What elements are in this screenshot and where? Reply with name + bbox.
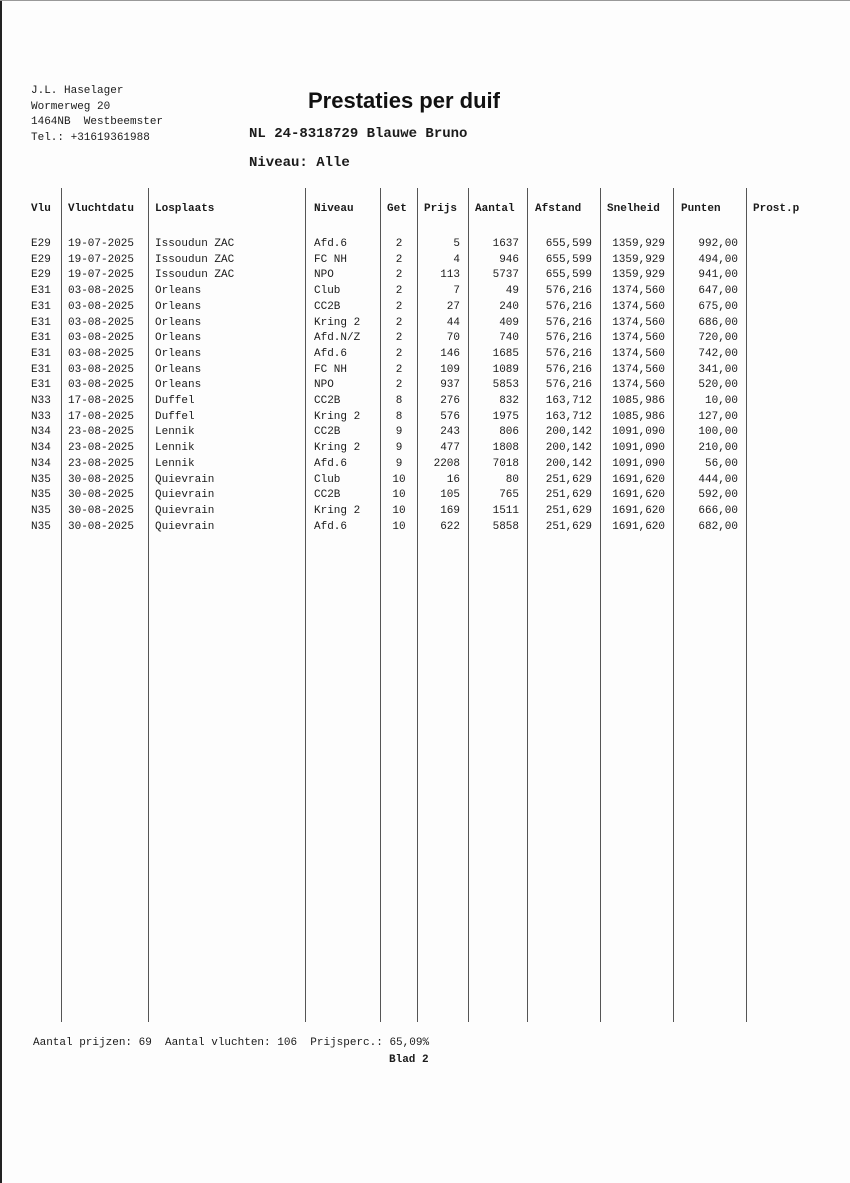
cell-punten: 686,00 [698,316,738,329]
cell-vlu: E31 [31,347,51,360]
cell-afstand: 576,216 [545,379,592,392]
header-prost: Prost.p [753,203,800,215]
sender-address [31,84,163,146]
cell-date: 23-08-2025 [68,457,135,470]
cell-losplaats: Orleans [155,363,202,376]
cell-punten: 210,00 [698,442,738,455]
cell-losplaats: Lennik [155,442,195,455]
column-divider [600,188,601,1022]
cell-aantal: 1975 [492,410,519,423]
cell-snelheid: 1691,620 [612,473,665,486]
cell-get: 10 [392,520,406,533]
cell-niveau: Kring 2 [314,442,361,455]
cell-snelheid: 1091,090 [612,457,665,470]
cell-vlu: N35 [31,520,51,533]
cell-snelheid: 1374,560 [612,332,665,345]
column-divider [746,188,747,1022]
cell-losplaats: Orleans [155,300,202,313]
cell-aantal: 5858 [492,520,519,533]
cell-afstand: 251,629 [545,520,592,533]
cell-vlu: E31 [31,332,51,345]
cell-prijs: 4 [453,253,460,266]
sender-phone: Tel.: +31619361988 [31,131,150,144]
cell-snelheid: 1374,560 [612,347,665,360]
cell-niveau: Club [314,285,341,298]
column-divider [417,188,418,1022]
cell-snelheid: 1085,986 [612,395,665,407]
cell-afstand: 251,629 [545,473,592,486]
cell-snelheid: 1091,090 [612,426,665,439]
cell-losplaats: Issoudun ZAC [155,253,235,266]
cell-aantal: 765 [499,489,519,502]
cell-vlu: N35 [31,473,51,486]
header-punten: Punten [681,203,721,215]
cell-losplaats: Orleans [155,316,202,329]
cell-get: 10 [392,489,406,502]
cell-punten: 682,00 [698,520,738,533]
cell-date: 17-08-2025 [68,395,135,407]
cell-losplaats: Quievrain [155,489,215,502]
cell-date: 30-08-2025 [68,504,135,517]
cell-date: 03-08-2025 [68,363,135,376]
cell-aantal: 806 [499,426,519,439]
cell-prijs: 169 [440,504,460,517]
cell-date: 03-08-2025 [68,347,135,360]
cell-niveau: CC2B [314,300,341,313]
cell-aantal: 832 [499,395,519,407]
cell-niveau: Afd.6 [314,457,348,470]
header-losplaats: Losplaats [155,203,215,215]
cell-aantal: 80 [505,473,519,486]
cell-punten: 742,00 [698,347,738,360]
sender-name: J.L. Haselager [31,85,124,97]
header-snelheid: Snelheid [607,203,660,215]
cell-afstand: 200,142 [545,457,592,470]
cell-punten: 56,00 [704,457,738,470]
cell-losplaats: Duffel [155,395,195,407]
cell-punten: 675,00 [698,300,738,313]
cell-get: 2 [395,285,403,298]
cell-losplaats: Issoudun ZAC [155,269,235,282]
cell-prijs: 113 [440,269,460,282]
cell-niveau: FC NH [314,253,348,266]
cell-get: 8 [395,410,403,423]
cell-prijs: 146 [440,347,460,360]
cell-prijs: 276 [440,395,460,407]
cell-vlu: E31 [31,379,51,392]
cell-afstand: 576,216 [545,347,592,360]
cell-date: 30-08-2025 [68,520,135,533]
cell-niveau: Afd.N/Z [314,332,361,345]
cell-niveau: Afd.6 [314,520,348,533]
cell-afstand: 163,712 [545,410,592,423]
cell-aantal: 740 [499,332,519,345]
cell-snelheid: 1691,620 [612,504,665,517]
cell-vlu: E31 [31,363,51,376]
cell-date: 03-08-2025 [68,300,135,313]
cell-vlu: E31 [31,316,51,329]
cell-losplaats: Lennik [155,426,195,439]
cell-date: 23-08-2025 [68,442,135,455]
cell-losplaats: Lennik [155,457,195,470]
cell-prijs: 5 [453,238,460,250]
cell-get: 2 [395,347,403,360]
cell-prijs: 477 [440,442,460,455]
cell-date: 03-08-2025 [68,316,135,329]
cell-niveau: NPO [314,269,334,282]
header-get: Get [387,203,407,215]
cell-aantal: 946 [499,253,519,266]
cell-date: 30-08-2025 [68,489,135,502]
cell-vlu: N34 [31,442,51,455]
cell-afstand: 655,599 [545,269,592,282]
cell-prijs: 7 [453,285,460,298]
cell-snelheid: 1691,620 [612,489,665,502]
cell-afstand: 576,216 [545,300,592,313]
cell-get: 2 [395,238,403,250]
sender-street: Wormerweg 20 [31,100,111,113]
column-divider [148,188,149,1022]
cell-vlu: N35 [31,489,51,502]
cell-punten: 941,00 [698,269,738,282]
cell-snelheid: 1091,090 [612,442,665,455]
cell-losplaats: Issoudun ZAC [155,238,235,250]
column-divider [305,188,306,1022]
cell-snelheid: 1359,929 [612,253,665,266]
cell-losplaats: Orleans [155,285,202,298]
column-divider [468,188,469,1022]
cell-get: 2 [395,316,403,329]
cell-niveau: Afd.6 [314,238,348,250]
cell-vlu: E31 [31,285,51,298]
cell-punten: 720,00 [698,332,738,345]
cell-vlu: N35 [31,504,51,517]
level-filter: Niveau: Alle [249,155,350,171]
cell-snelheid: 1374,560 [612,363,665,376]
cell-afstand: 251,629 [545,489,592,502]
cell-punten: 520,00 [698,379,738,392]
cell-vlu: N33 [31,395,51,407]
cell-losplaats: Orleans [155,332,202,345]
cell-afstand: 655,599 [545,238,592,250]
column-divider [380,188,381,1022]
scan-edge [0,0,2,1183]
cell-punten: 666,00 [698,504,738,517]
cell-prijs: 243 [440,426,460,439]
cell-date: 19-07-2025 [68,269,135,282]
cell-aantal: 409 [499,316,519,329]
sender-city: 1464NB Westbeemster [31,116,164,128]
cell-punten: 10,00 [704,395,738,407]
cell-niveau: Kring 2 [314,410,361,423]
cell-get: 9 [395,457,403,470]
cell-losplaats: Duffel [155,410,195,423]
cell-vlu: N34 [31,457,51,470]
cell-punten: 341,00 [698,363,738,376]
header-vlu: Vlu [31,203,51,215]
cell-get: 2 [395,379,403,392]
cell-snelheid: 1374,560 [612,285,665,298]
cell-snelheid: 1374,560 [612,316,665,329]
cell-vlu: E29 [31,269,51,282]
cell-afstand: 576,216 [545,316,592,329]
cell-vlu: N34 [31,426,51,439]
cell-losplaats: Quievrain [155,473,215,486]
cell-niveau: Kring 2 [314,316,361,329]
cell-get: 2 [395,332,403,345]
cell-get: 2 [395,253,403,266]
cell-prijs: 70 [446,332,460,345]
cell-get: 2 [395,269,403,282]
cell-date: 23-08-2025 [68,426,135,439]
cell-prijs: 16 [446,473,460,486]
cell-niveau: Afd.6 [314,347,348,360]
cell-afstand: 576,216 [545,332,592,345]
pigeon-id: NL 24-8318729 Blauwe Bruno [249,126,468,142]
column-divider [673,188,674,1022]
page-title: Prestaties per duif [308,88,500,113]
cell-aantal: 7018 [492,457,519,470]
cell-snelheid: 1374,560 [612,300,665,313]
header-niveau: Niveau [314,203,354,215]
cell-snelheid: 1374,560 [612,379,665,392]
cell-afstand: 163,712 [545,395,592,407]
cell-afstand: 655,599 [545,253,592,266]
cell-vlu: N33 [31,410,51,423]
cell-prijs: 27 [446,300,460,313]
cell-vlu: E29 [31,238,51,250]
cell-losplaats: Quievrain [155,520,215,533]
footer-summary: Aantal prijzen: 69 Aantal vluchten: 106 Prijsperc.: 65,09% [33,1037,430,1049]
cell-punten: 592,00 [698,489,738,502]
cell-get: 9 [395,442,403,455]
cell-losplaats: Orleans [155,379,202,392]
cell-niveau: CC2B [314,426,341,439]
cell-losplaats: Quievrain [155,504,215,517]
column-divider [61,188,62,1022]
cell-date: 17-08-2025 [68,410,135,423]
cell-aantal: 1089 [492,363,519,376]
cell-prijs: 937 [440,379,460,392]
cell-prijs: 622 [440,520,460,533]
cell-punten: 100,00 [698,426,738,439]
cell-snelheid: 1691,620 [612,520,665,533]
header-afstand: Afstand [535,203,582,215]
cell-punten: 444,00 [698,473,738,486]
scan-edge-top [0,0,850,1]
cell-date: 03-08-2025 [68,379,135,392]
cell-aantal: 5853 [492,379,519,392]
cell-date: 19-07-2025 [68,253,135,266]
cell-niveau: CC2B [314,489,341,502]
cell-prijs: 109 [440,363,460,376]
cell-date: 30-08-2025 [68,473,135,486]
cell-niveau: FC NH [314,363,348,376]
cell-get: 10 [392,504,406,517]
cell-losplaats: Orleans [155,347,202,360]
cell-punten: 647,00 [698,285,738,298]
header-prijs: Prijs [424,203,458,215]
cell-aantal: 240 [499,300,519,313]
cell-afstand: 576,216 [545,285,592,298]
header-aantal: Aantal [475,203,515,215]
cell-niveau: NPO [314,379,334,392]
cell-vlu: E29 [31,253,51,266]
cell-afstand: 251,629 [545,504,592,517]
column-divider [527,188,528,1022]
cell-get: 8 [395,395,403,407]
cell-afstand: 200,142 [545,426,592,439]
cell-aantal: 5737 [492,269,519,282]
cell-prijs: 2208 [433,457,460,470]
cell-snelheid: 1359,929 [612,269,665,282]
cell-get: 2 [395,363,403,376]
cell-get: 2 [395,300,403,313]
cell-niveau: Club [314,473,341,486]
cell-snelheid: 1359,929 [612,238,665,250]
cell-punten: 494,00 [698,253,738,266]
cell-aantal: 49 [505,285,519,298]
page-number: Blad 2 [389,1054,429,1066]
cell-date: 19-07-2025 [68,238,135,250]
cell-aantal: 1637 [492,238,519,250]
cell-niveau: Kring 2 [314,504,361,517]
cell-aantal: 1511 [492,504,519,517]
cell-get: 9 [395,426,403,439]
cell-punten: 992,00 [698,238,738,250]
cell-date: 03-08-2025 [68,285,135,298]
cell-afstand: 576,216 [545,363,592,376]
cell-prijs: 105 [440,489,460,502]
cell-prijs: 44 [446,316,460,329]
cell-aantal: 1685 [492,347,519,360]
cell-get: 10 [392,473,406,486]
cell-niveau: CC2B [314,395,341,407]
cell-prijs: 576 [440,410,460,423]
cell-date: 03-08-2025 [68,332,135,345]
cell-afstand: 200,142 [545,442,592,455]
cell-vlu: E31 [31,300,51,313]
cell-punten: 127,00 [698,410,738,423]
header-vluchtdatum: Vluchtdatu [68,203,135,215]
cell-snelheid: 1085,986 [612,410,665,423]
cell-aantal: 1808 [492,442,519,455]
